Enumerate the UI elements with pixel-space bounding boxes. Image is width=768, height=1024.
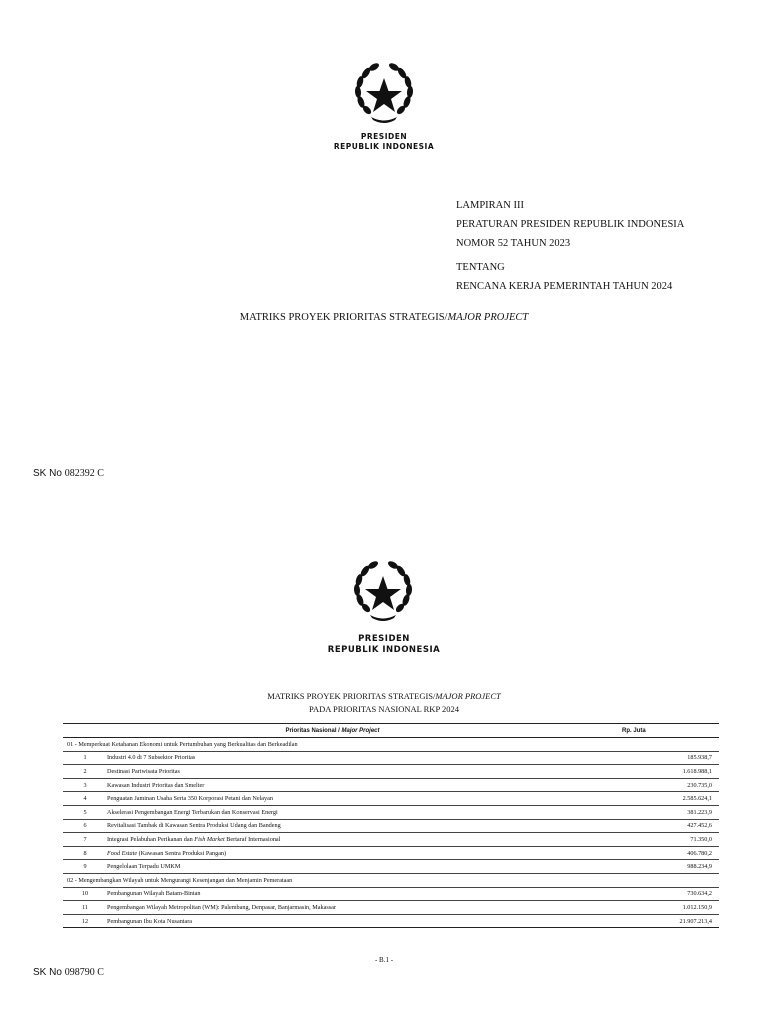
cover-title-main: MATRIKS PROYEK PRIORITAS STRATEGIS/ <box>239 312 448 323</box>
major-project-table <box>63 723 719 928</box>
row-amount: 2.585.624,1 <box>602 792 719 806</box>
table-row <box>63 751 719 765</box>
row-amount: 406.780,2 <box>602 846 719 860</box>
row-name-b: Bertaraf Internasional <box>224 835 281 843</box>
group-row <box>63 873 719 887</box>
row-name: Penguatan Jaminan Usaha Serta 350 Korporasi Petani dan Nelayan <box>107 792 602 806</box>
cover-title <box>0 312 768 323</box>
row-name: Industri 4.0 di 7 Subsektor Prioritas <box>107 751 602 765</box>
garuda-emblem-icon <box>348 560 418 624</box>
garuda-emblem-icon <box>349 62 419 126</box>
lampiran-line2: PERATURAN PRESIDEN REPUBLIK INDONESIA <box>456 219 685 230</box>
sk-label: SK No <box>33 967 62 978</box>
table-row <box>63 819 719 833</box>
row-amount: 427.452,6 <box>602 819 719 833</box>
table-title <box>0 690 768 716</box>
row-amount: 230.735,0 <box>602 778 719 792</box>
cover-title-italic: MAJOR PROJECT <box>447 312 529 323</box>
sk-label: SK No <box>33 468 62 479</box>
table-row <box>63 792 719 806</box>
row-name-a: Integrasi Pelabuhan Perikanan dan <box>107 835 195 843</box>
row-amount: 71.350,0 <box>602 833 719 847</box>
group-label: 02 - Mengembangkan Wilayah untuk Mengurangi Kesenjangan dan Menjamin Pemerataan <box>63 873 719 887</box>
row-amount: 988.234,9 <box>602 860 719 874</box>
table-header-row <box>63 724 719 738</box>
row-name: Pembangunan Wilayah Batam-Bintan <box>107 887 602 901</box>
table-title-main: MATRIKS PROYEK PRIORITAS STRATEGIS/ <box>267 691 436 701</box>
row-number: 11 <box>63 901 107 915</box>
row-number: 2 <box>63 765 107 779</box>
letterhead-bottom <box>284 634 484 656</box>
sk-value: 098790 C <box>64 967 104 978</box>
row-name: Pengembangan Wilayah Metropolitan (WM): Palembang, Denpasar, Banjarmasin, Makassar <box>107 901 602 915</box>
header-rp-juta: Rp. Juta <box>602 724 719 738</box>
row-number: 7 <box>63 833 107 847</box>
lampiran-line3: NOMOR 52 TAHUN 2023 <box>456 238 571 249</box>
table-row <box>63 887 719 901</box>
row-number: 1 <box>63 751 107 765</box>
row-name: Kawasan Industri Prioritas dan Smelter <box>107 778 602 792</box>
letterhead-line2: REPUBLIK INDONESIA <box>333 142 435 151</box>
letterhead-line2: REPUBLIK INDONESIA <box>327 645 441 655</box>
table-row <box>63 805 719 819</box>
letterhead-line1: PRESIDEN <box>358 634 410 644</box>
row-number: 8 <box>63 846 107 860</box>
group-label: 01 - Memperkuat Ketahanan Ekonomi untuk Pertumbuhan yang Berkualitas dan Berkeadilan <box>63 738 719 752</box>
row-amount: 1.618.988,1 <box>602 765 719 779</box>
header-prioritas <box>63 724 602 738</box>
sk-value: 082392 C <box>64 468 104 479</box>
table-row <box>63 765 719 779</box>
row-name: Pembangunan Ibu Kota Nusantara <box>107 914 602 928</box>
table-row <box>63 914 719 928</box>
row-name: Pengelolaan Terpadu UMKM <box>107 860 602 874</box>
table-title-italic: MAJOR PROJECT <box>435 691 501 701</box>
row-name-italic: Fish Market <box>194 835 225 843</box>
lampiran-line5: RENCANA KERJA PEMERINTAH TAHUN 2024 <box>456 281 673 292</box>
sk-number-bottom <box>33 967 104 978</box>
header-prioritas-main: Prioritas Nasional / <box>285 727 342 734</box>
table-title-line2: PADA PRIORITAS NASIONAL RKP 2024 <box>309 704 459 714</box>
row-number: 4 <box>63 792 107 806</box>
row-number: 9 <box>63 860 107 874</box>
lampiran-block <box>456 196 684 296</box>
table-row <box>63 901 719 915</box>
table-row <box>63 846 719 860</box>
group-row <box>63 738 719 752</box>
row-amount: 730.634,2 <box>602 887 719 901</box>
row-name: Destinasi Pariwisata Prioritas <box>107 765 602 779</box>
lampiran-line1: LAMPIRAN III <box>456 200 524 211</box>
header-prioritas-italic: Major Project <box>341 727 380 734</box>
table-row <box>63 860 719 874</box>
row-name-b: (Kawasan Sentra Produksi Pangan) <box>137 849 227 857</box>
row-name-italic: Food Estate <box>107 849 138 857</box>
letterhead-line1: PRESIDEN <box>360 132 408 141</box>
lampiran-line4: TENTANG <box>456 262 505 273</box>
row-number: 12 <box>63 914 107 928</box>
page-number: - B.1 - <box>374 956 394 964</box>
sk-number-top <box>33 468 104 479</box>
row-number: 3 <box>63 778 107 792</box>
row-amount: 21.907.213,4 <box>602 914 719 928</box>
row-name <box>107 833 602 847</box>
table-row <box>63 833 719 847</box>
row-number: 5 <box>63 805 107 819</box>
row-amount: 185.938,7 <box>602 751 719 765</box>
row-name: Akselerasi Pengembangan Energi Terbarukan dan Konservasi Energi <box>107 805 602 819</box>
row-number: 6 <box>63 819 107 833</box>
table-title-line1 <box>0 690 768 703</box>
row-amount: 1.012.150,9 <box>602 901 719 915</box>
row-name: Revitalisasi Tambak di Kawasan Sentra Produksi Udang dan Bandeng <box>107 819 602 833</box>
row-number: 10 <box>63 887 107 901</box>
letterhead-top <box>284 132 484 152</box>
table-row <box>63 778 719 792</box>
row-amount: 381.223,9 <box>602 805 719 819</box>
row-name <box>107 846 602 860</box>
